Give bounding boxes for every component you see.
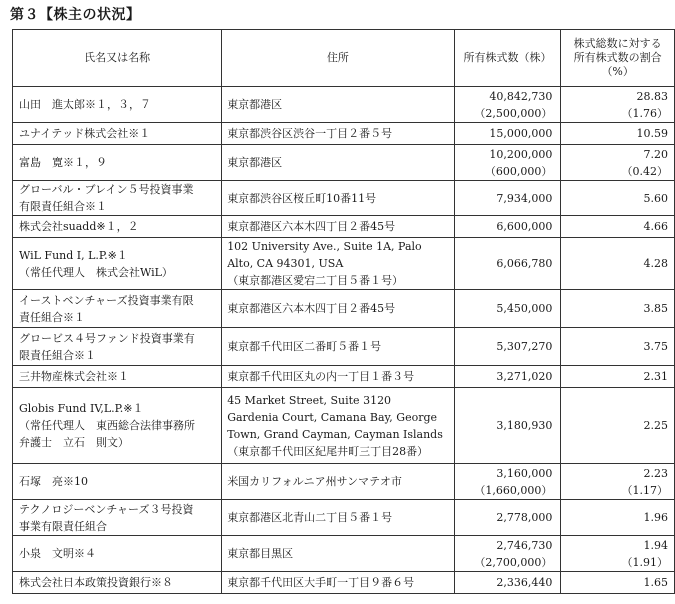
shareholder-address-cell <box>222 216 454 238</box>
shareholder-address: （東京都千代田区紀尾井町三丁目28番） <box>227 444 429 458</box>
shareholder-name-cell <box>13 500 222 536</box>
shares-held: 5,307,270 <box>496 340 553 353</box>
table-row <box>13 366 675 388</box>
shareholder-name-cell <box>13 123 222 145</box>
table-body <box>13 87 675 594</box>
shareholder-address-cell <box>222 464 454 500</box>
shares-held: 10,200,000 <box>489 147 553 161</box>
ownership-ratio: 4.66 <box>643 220 668 233</box>
shareholder-name-cell <box>13 366 222 388</box>
shares-held-cell <box>454 87 561 123</box>
ownership-ratio: 7.20 <box>643 147 668 161</box>
shareholder-name-cell <box>13 216 222 238</box>
shareholder-address: （東京都港区愛宕二丁目５番１号） <box>227 274 404 287</box>
ownership-ratio: （1.17） <box>621 483 668 497</box>
shareholder-name-cell <box>13 464 222 500</box>
table-header-row <box>13 30 675 87</box>
header-ratio-line: 株式総数に対する <box>573 37 662 50</box>
shares-held: （2,700,000） <box>474 555 553 569</box>
ownership-ratio-cell <box>561 181 675 216</box>
shareholder-address-cell <box>222 181 454 216</box>
table-row <box>13 123 675 145</box>
shares-held: （1,660,000） <box>474 483 553 497</box>
shares-held: 40,842,730 <box>489 89 553 103</box>
shareholder-address: 102 University Ave., Suite 1A, Palo <box>227 240 422 253</box>
shares-held: 5,450,000 <box>496 302 553 315</box>
shares-held: 7,934,000 <box>496 191 553 205</box>
shareholder-address-cell <box>222 366 454 388</box>
shares-held: 3,271,020 <box>496 370 553 383</box>
shareholder-name: 限責任組合※１ <box>19 348 96 362</box>
shareholder-address: 東京都渋谷区桜丘町10番11号 <box>227 191 377 205</box>
ownership-ratio: 3.75 <box>643 340 668 353</box>
header-name: 氏名又は名称 <box>13 30 222 87</box>
shareholder-name: 責任組合※１ <box>19 310 85 324</box>
header-ratio-line: （%） <box>601 65 634 78</box>
ownership-ratio: 1.94 <box>643 538 668 552</box>
shares-held-cell <box>454 366 561 388</box>
shareholder-name: グロービス４号ファンド投資事業有 <box>19 331 195 345</box>
shareholder-address: Gardenia Court, Camana Bay, George <box>227 410 438 424</box>
header-ratio-line: 所有株式数の割合 <box>573 51 662 64</box>
ownership-ratio: 2.31 <box>643 370 668 383</box>
shares-held-cell <box>454 181 561 216</box>
shareholder-address-cell <box>222 87 454 123</box>
shareholder-name: グローバル・ブレイン５号投資事業 <box>19 183 194 196</box>
shareholder-name-cell <box>13 536 222 572</box>
shareholder-name: イーストベンチャーズ投資事業有限 <box>19 293 194 307</box>
shareholder-name: 株式会社日本政策投資銀行※８ <box>19 576 173 589</box>
ownership-ratio: 28.83 <box>636 89 668 103</box>
shares-held-cell <box>454 388 561 464</box>
ownership-ratio-cell <box>561 123 675 145</box>
shares-held: 2,778,000 <box>496 511 553 524</box>
table-row <box>13 500 675 536</box>
shareholder-name: 事業有限責任組合 <box>19 519 107 533</box>
shares-held-cell <box>454 216 561 238</box>
shareholder-name: WiL Fund I, L.P.※１ <box>19 248 128 262</box>
shares-held: 15,000,000 <box>489 127 553 140</box>
shareholder-name: 株式会社suadd※１，２ <box>19 220 139 233</box>
shareholder-address: 東京都目黒区 <box>227 547 294 560</box>
shares-held-cell <box>454 123 561 145</box>
ownership-ratio-cell <box>561 536 675 572</box>
shares-held: 6,066,780 <box>496 257 553 270</box>
shareholder-address-cell <box>222 123 454 145</box>
ownership-ratio: （1.91） <box>621 555 668 569</box>
ownership-ratio: 2.23 <box>643 466 668 480</box>
ownership-ratio-cell <box>561 366 675 388</box>
shareholder-address: 東京都港区 <box>227 98 283 111</box>
ownership-ratio: 4.28 <box>643 257 668 270</box>
shares-held-cell <box>454 572 561 594</box>
shareholder-name: 弁護士 立石 則文） <box>19 436 129 449</box>
shareholder-address-cell <box>222 238 454 290</box>
shares-held: 2,746,730 <box>496 538 553 552</box>
shareholder-name-cell <box>13 572 222 594</box>
ownership-ratio: 1.65 <box>643 576 668 589</box>
ownership-ratio-cell <box>561 290 675 328</box>
shares-held: （2,500,000） <box>474 106 553 120</box>
shares-held-cell <box>454 238 561 290</box>
header-ratio <box>561 30 675 87</box>
shareholder-name: 有限責任組合※１ <box>19 200 107 213</box>
shareholder-name: 三井物産株式会社※１ <box>19 370 129 383</box>
shareholder-address-cell <box>222 290 454 328</box>
header-shares: 所有株式数（株） <box>454 30 561 87</box>
shares-held: 3,180,930 <box>496 419 553 432</box>
shareholder-name-cell <box>13 328 222 366</box>
shareholder-name: （常任代理人 東西総合法律事務所 <box>19 419 195 432</box>
table-row <box>13 388 675 464</box>
shareholder-address: 東京都千代田区大手町一丁目９番６号 <box>227 576 415 589</box>
ownership-ratio-cell <box>561 388 675 464</box>
shareholder-name: 富島 寛※１，９ <box>19 156 107 169</box>
shareholder-address: 東京都港区 <box>227 156 283 169</box>
header-address: 住所 <box>222 30 454 87</box>
shareholder-name-cell <box>13 290 222 328</box>
shares-held-cell <box>454 536 561 572</box>
shareholder-name: 小泉 文明※４ <box>19 547 96 560</box>
shareholder-name-cell <box>13 238 222 290</box>
shareholder-address: 東京都千代田区二番町５番１号 <box>227 340 382 353</box>
shareholder-address-cell <box>222 388 454 464</box>
shares-held-cell <box>454 328 561 366</box>
shareholder-address: 45 Market Street, Suite 3120 <box>227 393 392 407</box>
shares-held-cell <box>454 500 561 536</box>
shareholder-name: ユナイテッド株式会社※１ <box>19 127 151 140</box>
shareholder-name-cell <box>13 181 222 216</box>
table-row <box>13 572 675 594</box>
ownership-ratio-cell <box>561 216 675 238</box>
shares-held-cell <box>454 145 561 181</box>
shares-held-cell <box>454 464 561 500</box>
table-row <box>13 87 675 123</box>
table-row <box>13 328 675 366</box>
shareholders-table <box>12 29 675 594</box>
ownership-ratio-cell <box>561 328 675 366</box>
ownership-ratio: 1.96 <box>643 511 668 524</box>
table-row <box>13 145 675 181</box>
ownership-ratio-cell <box>561 238 675 290</box>
shareholder-address-cell <box>222 536 454 572</box>
ownership-ratio: （0.42） <box>621 164 668 178</box>
shareholder-address: 東京都千代田区丸の内一丁目１番３号 <box>227 370 415 383</box>
shareholder-name-cell <box>13 145 222 181</box>
shareholder-name: 石塚 亮※10 <box>19 475 88 488</box>
shares-held-cell <box>454 290 561 328</box>
shares-held: 3,160,000 <box>496 466 553 480</box>
ownership-ratio-cell <box>561 145 675 181</box>
ownership-ratio-cell <box>561 87 675 123</box>
table-row <box>13 216 675 238</box>
table-row <box>13 290 675 328</box>
shares-held: 2,336,440 <box>496 576 553 589</box>
shareholder-address: 米国カリフォルニア州サンマテオ市 <box>227 475 402 488</box>
shareholder-address-cell <box>222 572 454 594</box>
shares-held: （600,000） <box>484 164 553 178</box>
table-row <box>13 181 675 216</box>
ownership-ratio-cell <box>561 464 675 500</box>
shareholder-address: 東京都渋谷区渋谷一丁目２番５号 <box>227 127 393 140</box>
shareholder-address: 東京都港区北青山二丁目５番１号 <box>227 511 393 524</box>
ownership-ratio: （1.76） <box>621 106 668 120</box>
ownership-ratio: 2.25 <box>643 419 668 432</box>
shareholder-name-cell <box>13 87 222 123</box>
ownership-ratio-cell <box>561 572 675 594</box>
ownership-ratio-cell <box>561 500 675 536</box>
shares-held: 6,600,000 <box>496 220 553 233</box>
shareholder-address-cell <box>222 500 454 536</box>
shareholder-address-cell <box>222 328 454 366</box>
shareholder-address: 東京都港区六本木四丁目２番45号 <box>227 302 396 315</box>
shareholder-name: Globis Fund IV,L.P.※１ <box>19 402 144 415</box>
shareholder-name: 山田 進太郎※１，３，７ <box>19 98 151 111</box>
shareholder-address: Alto, CA 94301, USA <box>227 257 344 270</box>
shareholder-address: Town, Grand Cayman, Cayman Islands <box>227 427 443 441</box>
table-row <box>13 536 675 572</box>
shareholder-address: 東京都港区六本木四丁目２番45号 <box>227 220 396 233</box>
shareholder-name: テクノロジーベンチャーズ３号投資 <box>19 502 194 516</box>
section-title: 第３【株主の状況】 <box>10 7 141 23</box>
table-row <box>13 464 675 500</box>
ownership-ratio: 5.60 <box>643 191 668 205</box>
ownership-ratio: 3.85 <box>643 302 668 315</box>
ownership-ratio: 10.59 <box>636 127 668 140</box>
shareholder-name: （常任代理人 株式会社WiL） <box>19 265 173 279</box>
shareholder-address-cell <box>222 145 454 181</box>
table-row <box>13 238 675 290</box>
shareholder-name-cell <box>13 388 222 464</box>
